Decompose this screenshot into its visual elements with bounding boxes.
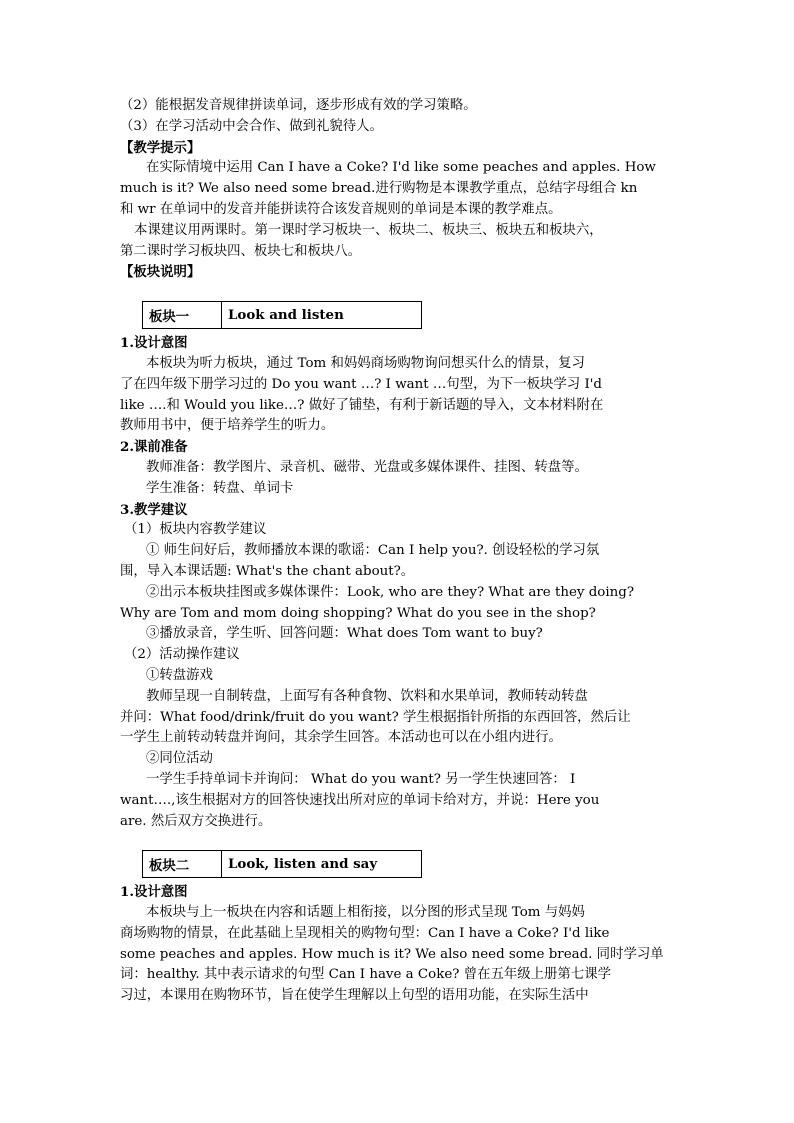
block1-s2-line: 学生准备：转盘、单词卡	[146, 480, 294, 496]
activity2-line: are. 然后双方交换进行。	[120, 813, 272, 829]
activity1-line: 一学生上前转动转盘并询问，其余学生回答。本活动也可以在小组内进行。	[120, 730, 562, 746]
activity1-line: 教师呈现一自制转盘，上面写有各种食物、饮料和水果单词，教师转动转盘	[146, 688, 588, 704]
block2-header-table	[142, 850, 422, 878]
activity2-title: ②同位活动	[146, 751, 213, 767]
block2-s1-line: 词：healthy. 其中表示请求的句型 Can I have a Coke? 曾在五年级上册第七课学	[120, 967, 611, 983]
tips-heading: 【教学提示】	[120, 139, 201, 156]
block1-s1-heading: 1.设计意图	[120, 335, 188, 352]
block1-s1-line: 教师用书中，便于培养学生的听力。	[120, 418, 335, 434]
tips-line: 第二课时学习板块四、板块七和板块八。	[120, 243, 362, 259]
document-page	[120, 96, 676, 1007]
block1-s3-sub2: （2）活动操作建议	[124, 647, 240, 663]
block2-s1-line: 商场购物的情景，在此基础上呈现相关的购物句型：Can I have a Coke? I'd like	[120, 925, 610, 941]
blocks-heading: 【板块说明】	[120, 264, 201, 281]
block1-s3-sub1-line: ① 师生问好后，教师播放本课的歌谣：Can I help you?. 创设轻松的学习氛	[146, 543, 600, 559]
block1-s3-sub1-line: ②出示本板块挂图或多媒体课件：Look, who are they? What are they doing?	[146, 584, 635, 600]
objective-line-2: （2）能根据发音规律拼读单词，逐步形成有效的学习策略。	[120, 98, 477, 113]
block1-s3-heading: 3.教学建议	[120, 501, 188, 518]
block2-s1-line: 本板块与上一板块在内容和话题上相衔接，以分图的形式呈现 Tom 与妈妈	[146, 905, 585, 921]
block1-s1-line: 了在四年级下册学习过的 Do you want …? I want …句型，为下一板块学习 I'd	[120, 376, 602, 392]
block2-s1-line: some peaches and apples. How much is it? We also need some bread. 同时学习单	[120, 946, 664, 962]
block1-header-table	[142, 301, 422, 329]
tips-line: 本课建议用两课时。第一课时学习板块一、板块二、板块三、板块五和板块六，	[134, 222, 603, 238]
block1-label: 板块一	[143, 302, 222, 329]
block1-s3-sub1-line: 围，导入本课话题: What's the chant about?。	[120, 563, 415, 579]
tips-line: 和 wr 在单词中的发音并能拼读符合该发音规则的单词是本课的教学难点。	[120, 201, 562, 217]
block1-s3-sub1-line: Why are Tom and mom doing shopping? What do you see in the shop?	[120, 605, 596, 621]
block1-s2-line: 教师准备：教学图片、录音机、磁带、光盘或多媒体课件、挂图、转盘等。	[146, 459, 588, 475]
tips-line: much is it? We also need some bread.进行购物是本课教学重点，总结字母组合 kn	[120, 181, 638, 197]
block2-s1-heading: 1.设计意图	[120, 884, 188, 901]
block1-s3-sub1: （1）板块内容教学建议	[124, 522, 267, 538]
block2-label: 板块二	[143, 851, 222, 878]
activity2-line: 一学生手持单词卡并询问： What do you want? 另一学生快速回答： I	[146, 771, 576, 787]
tips-line: 在实际情境中运用 Can I have a Coke? I'd like some peaches and apples. How	[146, 160, 656, 176]
block1-s3-sub1-line: ③播放录音，学生听、回答问题：What does Tom want to buy?	[146, 626, 543, 642]
objective-line-3: （3）在学习活动中会合作、做到礼貌待人。	[120, 118, 383, 134]
block2-s1-line: 习过，本课用在购物环节，旨在使学生理解以上句型的语用功能，在实际生活中	[120, 988, 589, 1004]
block2-title: Look, listen and say	[222, 851, 422, 878]
activity1-title: ①转盘游戏	[146, 667, 213, 683]
block1-title: Look and listen	[222, 302, 422, 329]
activity1-line: 并问：What food/drink/fruit do you want? 学生根据指针所指的东西回答，然后让	[120, 709, 631, 725]
activity2-line: want….,该生根据对方的回答快速找出所对应的单词卡给对方，并说：Here you	[120, 792, 600, 808]
block1-s1-line: 本板块为听力板块，通过 Tom 和妈妈商场购物询问想买什么的情景，复习	[146, 355, 585, 371]
block1-s2-heading: 2.课前准备	[120, 439, 188, 456]
block1-s1-line: like ….和 Would you like…? 做好了铺垫，有利于新话题的导入，文本材料附在	[120, 397, 604, 413]
